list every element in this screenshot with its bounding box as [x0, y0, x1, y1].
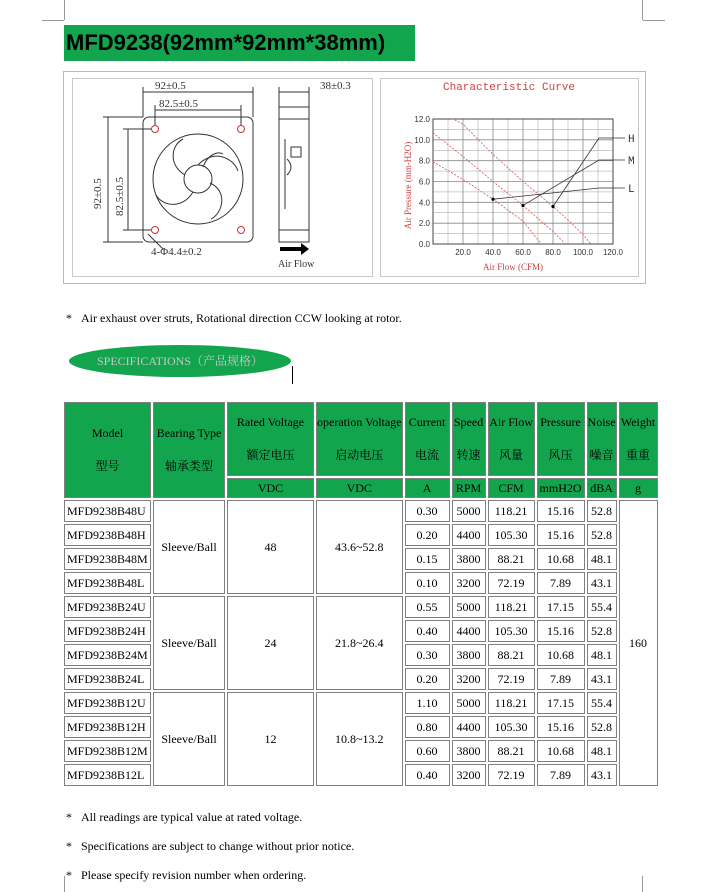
model-cell: MFD9238B24M: [64, 644, 151, 666]
series-label-m: M: [628, 156, 635, 168]
header-gap: [65, 442, 150, 458]
speed-cell: 3800: [452, 740, 486, 762]
column-header: [537, 402, 585, 476]
unit-cell: CFM: [488, 478, 535, 498]
operation-voltage-cell: 43.6~52.8: [316, 500, 403, 594]
text-cursor: [292, 366, 293, 384]
noise-cell: 52.8: [587, 620, 617, 642]
series-leader-line: [523, 160, 625, 205]
chart-svg: [381, 79, 640, 278]
bearing-cell: Sleeve/Ball: [153, 692, 225, 786]
note-bullet: *: [66, 311, 72, 325]
footer-note-text: All readings are typical value at rated voltage.: [81, 810, 303, 824]
speed-cell: 5000: [452, 692, 486, 714]
unit-cell: A: [405, 478, 450, 498]
bearing-cell: Sleeve/Ball: [153, 596, 225, 690]
specifications-heading: SPECIFICATIONS（产品规格）: [69, 345, 291, 377]
series-point: [521, 204, 524, 207]
unit-cell: dBA: [587, 478, 617, 498]
model-cell: MFD9238B48H: [64, 524, 151, 546]
x-axis-label: Air Flow (CFM): [482, 262, 544, 272]
current-cell: 0.15: [405, 548, 450, 570]
column-header-cn: 转速: [456, 448, 481, 462]
column-header: [488, 402, 535, 476]
x-tick-label: 20.0: [455, 248, 471, 257]
airflow-cell: 72.19: [488, 668, 535, 690]
y-tick-label: 12.0: [414, 115, 430, 124]
pressure-cell: 17.15: [537, 596, 585, 618]
airflow-cell: 105.30: [488, 716, 535, 738]
model-cell: MFD9238B48U: [64, 500, 151, 522]
dim-depth-label: 38±0.3: [320, 80, 351, 92]
unit-cell: g: [619, 478, 658, 498]
current-cell: 0.10: [405, 572, 450, 594]
column-header-cn: 额定电压: [246, 448, 295, 462]
footer-note: [66, 810, 302, 825]
y-tick-label: 10.0: [414, 135, 430, 145]
dim-hole-width-label: 82.5±0.5: [159, 98, 199, 110]
footer-note: [66, 839, 354, 854]
noise-cell: 43.1: [587, 572, 617, 594]
unit-cell: mmH2O: [537, 478, 585, 498]
pressure-cell: 10.68: [537, 740, 585, 762]
series-point: [551, 205, 554, 208]
column-header-en: Bearing Type: [156, 426, 222, 440]
column-header-en: Rated Voltage: [236, 415, 305, 429]
header-gap: [317, 431, 402, 447]
column-header: [587, 402, 617, 476]
speed-cell: 3800: [452, 548, 486, 570]
column-header: [316, 402, 403, 476]
speed-cell: 3200: [452, 668, 486, 690]
column-header-cn: 型号: [95, 459, 120, 473]
crop-mark: [642, 876, 643, 892]
y-tick-label: 8.0: [418, 156, 430, 166]
current-cell: 0.20: [405, 524, 450, 546]
noise-cell: 55.4: [587, 692, 617, 714]
x-tick-label: 60.0: [515, 248, 531, 257]
crop-mark: [64, 876, 65, 892]
noise-cell: 48.1: [587, 548, 617, 570]
column-header-en: Weight: [620, 415, 656, 429]
airflow-note: [66, 311, 402, 326]
x-tick-label: 80.0: [545, 248, 561, 257]
noise-cell: 43.1: [587, 668, 617, 690]
header-gap: [154, 442, 224, 458]
series-line-h: [433, 109, 591, 244]
table-row: [64, 596, 658, 618]
footer-note-text: Please specify revision number when ordering.: [81, 868, 307, 882]
crop-mark: [42, 20, 64, 21]
rated-voltage-cell: 12: [227, 692, 314, 786]
column-header: [619, 402, 658, 476]
note-bullet: *: [66, 810, 72, 824]
header-gap: [453, 431, 485, 447]
dim-hole-height-label: 82.5±0.5: [114, 176, 126, 216]
column-header-en: Pressure: [540, 415, 581, 429]
y-tick-label: 2.0: [418, 219, 430, 229]
crop-mark: [642, 0, 643, 20]
model-cell: MFD9238B24U: [64, 596, 151, 618]
unit-cell: VDC: [316, 478, 403, 498]
series-line-m: [433, 133, 565, 244]
note-bullet: *: [66, 868, 72, 882]
weight-cell: 160: [619, 500, 658, 786]
header-row: [64, 402, 658, 476]
column-header: [227, 402, 314, 476]
noise-cell: 52.8: [587, 500, 617, 522]
current-cell: 1.10: [405, 692, 450, 714]
header-gap: [489, 431, 534, 447]
noise-cell: 52.8: [587, 524, 617, 546]
airflow-cell: 118.21: [488, 692, 535, 714]
speed-cell: 4400: [452, 620, 486, 642]
current-cell: 0.40: [405, 620, 450, 642]
crop-mark: [64, 0, 65, 20]
column-header-cn: 电流: [415, 448, 440, 462]
operation-voltage-cell: 21.8~26.4: [316, 596, 403, 690]
noise-cell: 43.1: [587, 764, 617, 786]
column-header: [452, 402, 486, 476]
column-header-cn: 风压: [548, 448, 573, 462]
current-cell: 0.55: [405, 596, 450, 618]
current-cell: 0.60: [405, 740, 450, 762]
noise-cell: 48.1: [587, 740, 617, 762]
model-cell: MFD9238B12U: [64, 692, 151, 714]
model-cell: MFD9238B24L: [64, 668, 151, 690]
header-gap: [406, 431, 449, 447]
model-cell: MFD9238B12M: [64, 740, 151, 762]
column-header-en: Speed: [453, 415, 484, 429]
column-header-cn: 轴承类型: [164, 459, 213, 473]
dim-holes-label: 4-Φ4.4±0.2: [151, 246, 202, 258]
airflow-cell: 72.19: [488, 572, 535, 594]
column-header: [405, 402, 450, 476]
footer-note-text: Specifications are subject to change without prior notice.: [81, 839, 355, 853]
column-header-en: Model: [91, 426, 124, 440]
column-header-en: operation Voltage: [317, 415, 402, 429]
series-label-h: H: [628, 134, 635, 146]
airflow-arrow-icon: [280, 243, 309, 255]
speed-cell: 5000: [452, 596, 486, 618]
y-tick-label: 0.0: [418, 240, 430, 249]
pressure-cell: 17.15: [537, 692, 585, 714]
model-cell: MFD9238B12H: [64, 716, 151, 738]
dimension-drawing: [72, 78, 373, 277]
crop-mark: [643, 20, 665, 21]
model-cell: MFD9238B48M: [64, 548, 151, 570]
airflow-cell: 88.21: [488, 548, 535, 570]
series-leader-line: [553, 138, 625, 207]
model-cell: MFD9238B24H: [64, 620, 151, 642]
table-row: [64, 500, 658, 522]
current-cell: 0.30: [405, 644, 450, 666]
airflow-cell: 118.21: [488, 596, 535, 618]
current-cell: 0.80: [405, 716, 450, 738]
speed-cell: 5000: [452, 500, 486, 522]
fan-drawing-svg: [73, 79, 374, 278]
dim-width-label: 92±0.5: [155, 80, 186, 92]
column-header: [64, 402, 151, 498]
y-axis-label: Air Pressure (mm-H2O): [403, 141, 413, 230]
column-header-en: Current: [408, 415, 446, 429]
pressure-cell: 15.16: [537, 500, 585, 522]
column-header-en: Air Flow: [489, 415, 533, 429]
series-point: [491, 198, 494, 201]
header-gap: [620, 431, 657, 447]
pressure-cell: 15.16: [537, 716, 585, 738]
current-cell: 0.20: [405, 668, 450, 690]
pressure-cell: 7.89: [537, 668, 585, 690]
column-header-cn: 重重: [626, 448, 651, 462]
chart-title: Characteristic Curve: [442, 82, 576, 94]
noise-cell: 52.8: [587, 716, 617, 738]
unit-cell: RPM: [452, 478, 486, 498]
airflow-cell: 88.21: [488, 644, 535, 666]
noise-cell: 55.4: [587, 596, 617, 618]
figure-box: [63, 71, 646, 284]
note-bullet: *: [66, 839, 72, 853]
column-header-cn: 启动电压: [335, 448, 384, 462]
footer-note: [66, 868, 306, 883]
pressure-cell: 10.68: [537, 548, 585, 570]
header-gap: [588, 431, 616, 447]
specifications-table: [62, 400, 660, 788]
dim-height-label: 92±0.5: [92, 178, 104, 209]
airflow-cell: 105.30: [488, 524, 535, 546]
column-header: [153, 402, 225, 498]
bearing-cell: Sleeve/Ball: [153, 500, 225, 594]
page-title: MFD9238(92mm*92mm*38mm): [64, 25, 415, 61]
y-tick-label: 6.0: [418, 177, 430, 187]
rated-voltage-cell: 48: [227, 500, 314, 594]
speed-cell: 3200: [452, 572, 486, 594]
header-gap: [228, 431, 313, 447]
column-header-cn: 风量: [499, 448, 524, 462]
pressure-cell: 7.89: [537, 572, 585, 594]
airflow-cell: 118.21: [488, 500, 535, 522]
airflow-note-text: Air exhaust over struts, Rotational direction CCW looking at rotor.: [81, 311, 402, 325]
airflow-label: Air Flow: [278, 259, 315, 270]
model-cell: MFD9238B12L: [64, 764, 151, 786]
characteristic-curve-chart: [380, 78, 639, 277]
speed-cell: 3800: [452, 644, 486, 666]
airflow-cell: 88.21: [488, 740, 535, 762]
table-row: [64, 692, 658, 714]
rated-voltage-cell: 24: [227, 596, 314, 690]
operation-voltage-cell: 10.8~13.2: [316, 692, 403, 786]
header-gap: [538, 431, 584, 447]
airflow-cell: 72.19: [488, 764, 535, 786]
speed-cell: 3200: [452, 764, 486, 786]
unit-cell: VDC: [227, 478, 314, 498]
current-cell: 0.40: [405, 764, 450, 786]
speed-cell: 4400: [452, 524, 486, 546]
column-header-cn: 噪音: [589, 448, 614, 462]
pressure-cell: 15.16: [537, 620, 585, 642]
pressure-cell: 15.16: [537, 524, 585, 546]
model-cell: MFD9238B48L: [64, 572, 151, 594]
x-tick-label: 100.0: [572, 248, 594, 257]
series-label-l: L: [628, 184, 635, 196]
noise-cell: 48.1: [587, 644, 617, 666]
y-tick-label: 4.0: [418, 198, 430, 208]
airflow-cell: 105.30: [488, 620, 535, 642]
x-tick-label: 40.0: [485, 248, 501, 257]
series-line-l: [433, 162, 541, 244]
pressure-cell: 7.89: [537, 764, 585, 786]
pressure-cell: 10.68: [537, 644, 585, 666]
x-tick-label: 120.0: [602, 248, 624, 257]
current-cell: 0.30: [405, 500, 450, 522]
speed-cell: 4400: [452, 716, 486, 738]
column-header-en: Noise: [587, 415, 616, 429]
